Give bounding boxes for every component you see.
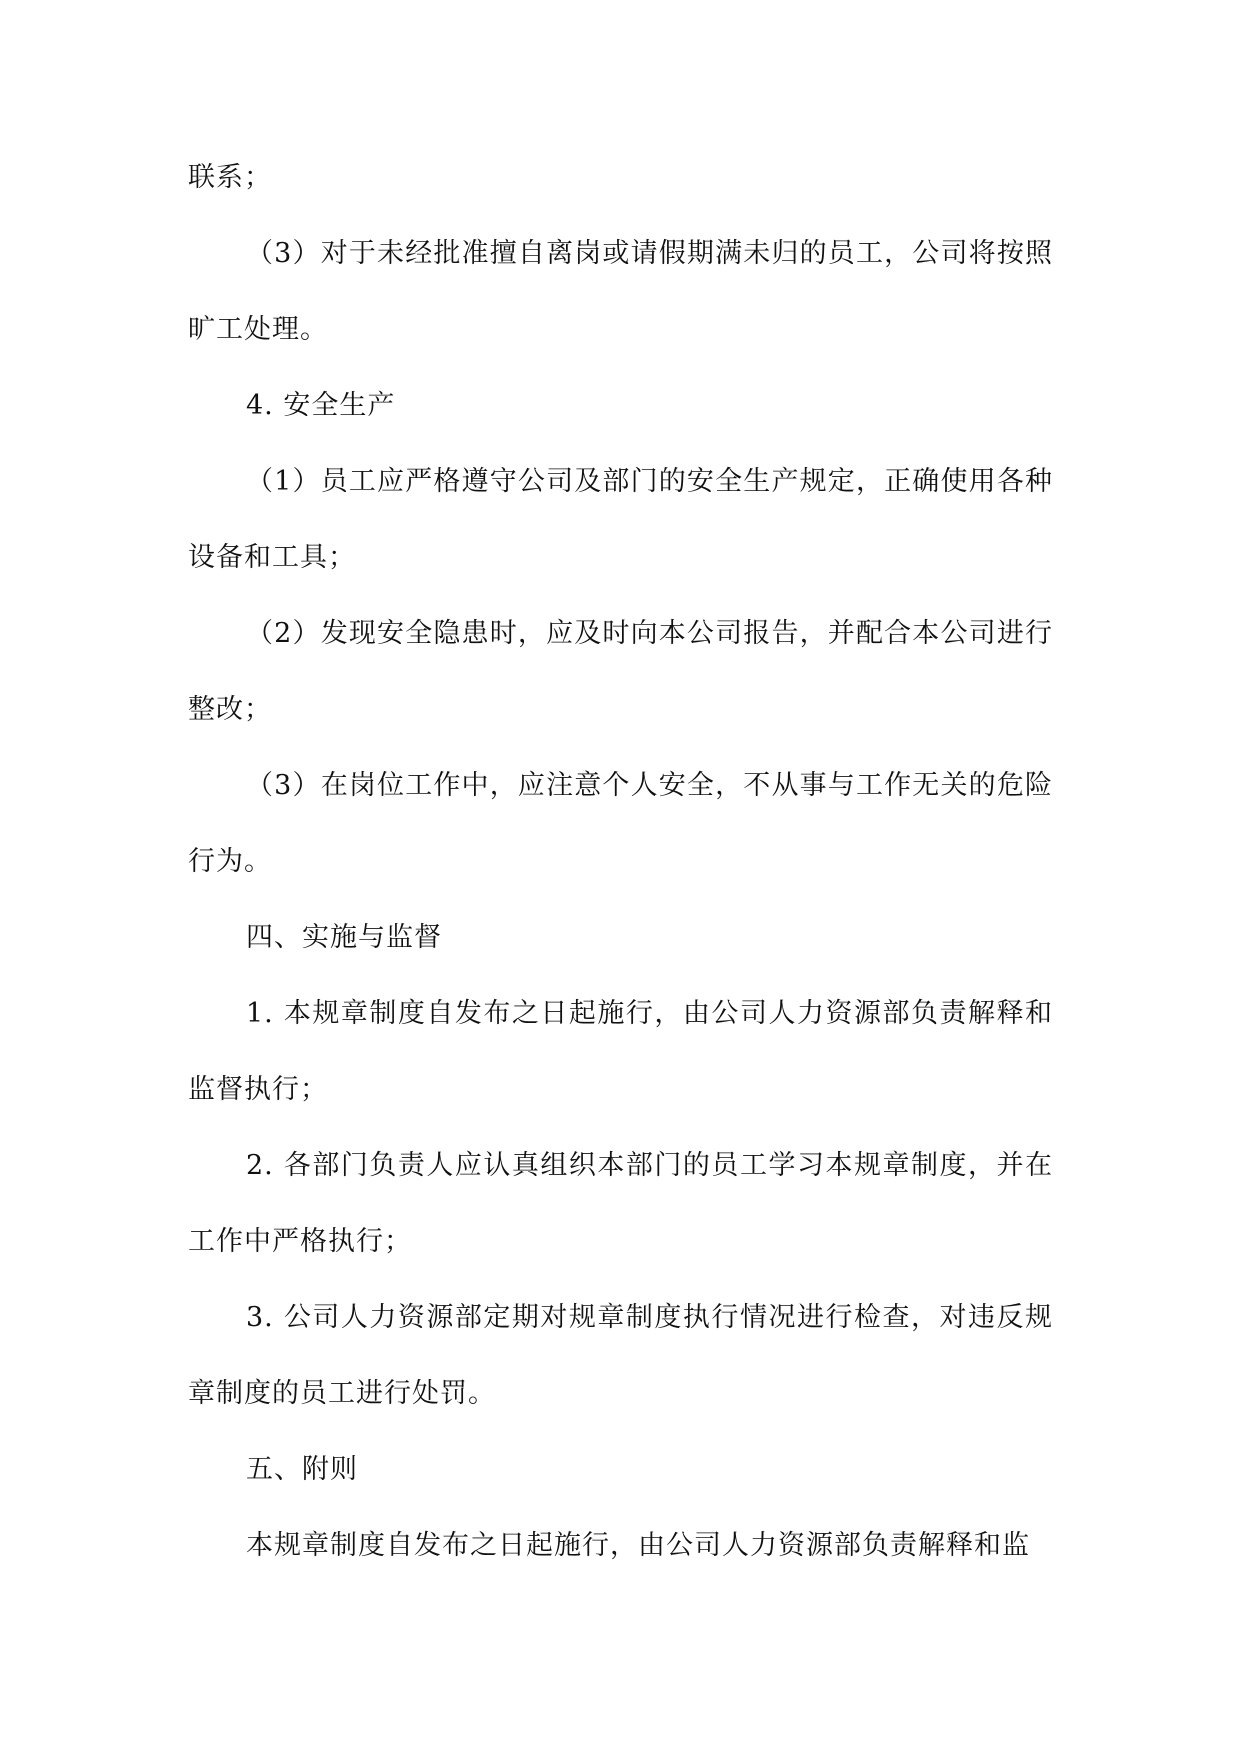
paragraph-implementation-item-3: 3. 公司人力资源部定期对规章制度执行情况进行检查，对违反规章制度的员工进行处罚。 bbox=[188, 1302, 1053, 1409]
paragraph-implementation-item-2: 2. 各部门负责人应认真组织本部门的员工学习本规章制度，并在工作中严格执行； bbox=[188, 1150, 1053, 1257]
paragraph-absence-item-3: （3）对于未经批准擅自离岗或请假期满未归的员工，公司将按照旷工处理。 bbox=[188, 238, 1053, 345]
paragraph-safety-item-1: （1）员工应严格遵守公司及部门的安全生产规定，正确使用各种设备和工具； bbox=[188, 466, 1053, 573]
section-heading-safety: 4. 安全生产 bbox=[246, 390, 396, 421]
paragraph-supplementary: 本规章制度自发布之日起施行，由公司人力资源部负责解释和监 bbox=[246, 1530, 1030, 1561]
document-body bbox=[188, 140, 1053, 1584]
paragraph-safety-item-2: （2）发现安全隐患时，应及时向本公司报告，并配合本公司进行整改； bbox=[188, 618, 1053, 725]
section-heading-implementation: 四、实施与监督 bbox=[246, 922, 442, 953]
paragraph-implementation-item-1: 1. 本规章制度自发布之日起施行，由公司人力资源部负责解释和监督执行； bbox=[188, 998, 1053, 1105]
paragraph-safety-item-3: （3）在岗位工作中，应注意个人安全，不从事与工作无关的危险行为。 bbox=[188, 770, 1053, 877]
section-heading-supplementary: 五、附则 bbox=[246, 1454, 358, 1485]
paragraph-continuation: 联系； bbox=[188, 162, 272, 193]
